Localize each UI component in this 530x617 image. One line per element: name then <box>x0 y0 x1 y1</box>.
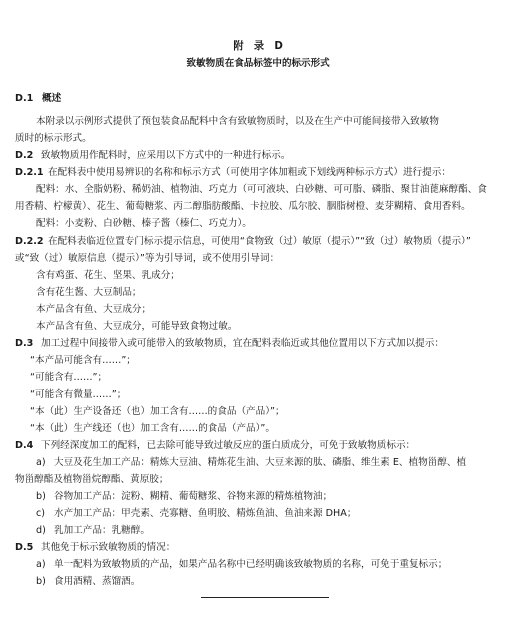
allergen-statement-1: 含有鸡蛋、花生、坚果、乳成分； <box>36 270 180 281</box>
cross-contact-statement-1: “本产品可能含有……”； <box>30 355 136 366</box>
exemption-item-a: a) 大豆及花生加工产品：精炼大豆油、精炼花生油、大豆来源的肽、磷脂、维生素 E、植物甾醇、植 <box>36 457 467 468</box>
section-d5: D.5 其他免于标示致敏物质的情况： <box>15 542 176 553</box>
section-d4: D.4 下列经深度加工的配料，已去除可能导致过敏反应的蛋白质成分，可免于致敏物质标示： <box>15 440 416 451</box>
section-d2: D.2 致敏物质用作配料时，应采用以下方式中的一种进行标示。 <box>15 150 291 161</box>
exemption-item-b: b) 谷物加工产品：淀粉、糊精、葡萄糖浆、谷物来源的精炼植物油； <box>36 491 333 502</box>
section-d3: D.3 加工过程中间接带入或可能带入的致敏物质，宜在配料表临近或其他位置用以下方式加以提示： <box>15 338 444 349</box>
other-exemption-b: b) 食用酒精、蒸馏酒。 <box>36 576 141 587</box>
allergen-statement-3: 本产品含有鱼、大豆成分； <box>36 304 152 315</box>
ingredient-example-2: 配料：小麦粉、白砂糖、榛子酱（榛仁、巧克力）。 <box>36 218 252 229</box>
other-exemption-a: a) 单一配料为致敏物质的产品，如果产品名称中已经明确该致敏物质的名称，可免于重复标示； <box>36 559 448 570</box>
cross-contact-statement-2: “可能含有……”； <box>30 372 108 383</box>
cross-contact-statement-3: “可能含有微量……”； <box>30 389 127 400</box>
exemption-item-d: d) 乳加工产品：乳糖醇。 <box>36 525 150 536</box>
section-d22-line2: 或“致（过）敏原信息（提示）”等为引导词，或不使用引导词： <box>15 253 280 264</box>
ingredient-example-1-line1: 配料：水、全脂奶粉、稀奶油、植物油、巧克力（可可液块、白砂糖、可可脂、磷脂、聚甘油蓖麻醇酯、食 <box>36 184 487 195</box>
exemption-item-a-line2: 物甾醇酯及植物甾烷醇酯、黄原胶； <box>15 474 169 485</box>
cross-contact-statement-4: “本（此）生产设备还（也）加工含有……的食品（产品）”； <box>30 406 285 417</box>
section-d1-paragraph-line2: 质时的标示形式。 <box>15 133 92 144</box>
exemption-item-c: c) 水产加工产品：甲壳素、壳寡糖、鱼明胶、精炼鱼油、鱼油来源 DHA； <box>36 508 357 519</box>
section-d21: D.2.1 在配料表中使用易辨识的名称和标示方式（可使用字体加粗或下划线两种标示方式）进行提示： <box>15 167 451 178</box>
allergen-statement-2: 含有花生酱、大豆制品； <box>36 287 142 298</box>
section-d1-paragraph-line1: 本附录以示例形式提供了预包装食品配料中含有致敏物质时，以及在生产中可能间接带入致敏物 <box>36 116 439 127</box>
section-d1-heading: D.1 概述 <box>15 93 62 104</box>
appendix-subtitle: 致敏物质在食品标签中的标示形式 <box>186 58 330 69</box>
appendix-title: 附 录 D <box>233 40 283 52</box>
cross-contact-statement-5: “本（此）生产线还（也）加工含有……的食品（产品）”。 <box>30 423 275 434</box>
end-rule <box>201 597 329 598</box>
ingredient-example-1-line2: 用香精、柠檬黄）、花生、葡萄糖浆、丙二醇脂肪酸酯、卡拉胶、瓜尔胶、胭脂树橙、麦芽糊精、食用香料。 <box>15 201 471 212</box>
section-d22: D.2.2 在配料表临近位置专门标示提示信息，可使用“食物致（过）敏原（提示）”“致（过）敏物质（提示）” <box>15 236 471 247</box>
allergen-statement-4: 本产品含有鱼、大豆成分，可能导致食物过敏。 <box>36 321 238 332</box>
